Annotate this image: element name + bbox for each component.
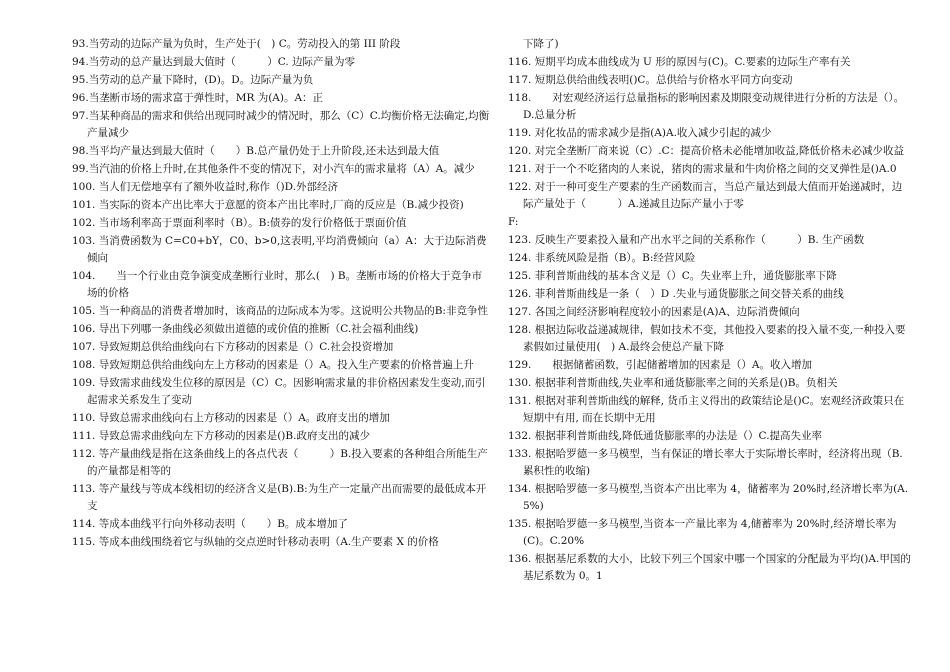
question-item: 117. 短期总供给曲线表明()C。总供给与价格水平同方向变动 bbox=[508, 74, 793, 86]
question-item: 126. 菲利普斯曲线是一条（ ）D .失业与通货膨胀之间交替关系的曲线 bbox=[508, 288, 844, 300]
question-item: 132. 根据菲利普斯曲线,降低通货膨胀率的办法是（）C.提高失业率 bbox=[508, 430, 823, 442]
question-item: 116. 短期平均成本曲线成为 U 形的原因与(C)。C.要素的边际生产率有关 bbox=[508, 56, 851, 68]
question-item: 105. 当一种商品的消费者增加时，该商品的边际成本为零。这说明公共物品的B:非竞争性 bbox=[72, 305, 488, 317]
question-item: 103. 当消费函数为 C=C0+bY，C0、b>0,这表明,平均消费倾向（a）A：大于边际消费倾向 bbox=[72, 235, 487, 264]
question-item: 133. 根据哈罗德一多马模型，当有保证的增长率大于实际增长率时，经济将出现（B.累积性的收缩) bbox=[508, 448, 903, 477]
question-item: 122. 对于一种可变生产要素的生产函数而言，当总产量达到最大值而开始递减时，边际产量处于（ ）A.递减且边际产量小于零 bbox=[508, 181, 903, 210]
question-item: 108. 导致短期总供给曲线向左上方移动的因素是（）A。投入生产要素的价格普遍上升 bbox=[72, 359, 474, 371]
right-question-column bbox=[508, 36, 912, 586]
question-item: 96.当垄断市场的需求富于弹性时，MR 为(A)。A：正 bbox=[72, 92, 324, 104]
question-item: 109. 导致需求曲线发生位移的原因是（C）C。因影响需求量的非价格因素发生变动,而引起需求关系发生了变动 bbox=[72, 377, 486, 406]
question-item: 94.当劳动的总产量达到最大值时（ ）C. 边际产量为零 bbox=[72, 56, 356, 68]
question-item: 120. 对完全垄断厂商来说（C）.C：提高价格未必能增加收益,降低价格未必减少收益 bbox=[508, 145, 904, 157]
question-item: 130. 根据菲利普斯曲线,失业率和通货膨胀率之间的关系是()B。负相关 bbox=[508, 377, 838, 389]
question-item: 118. 对宏观经济运行总量指标的影响因素及期限变动规律进行分析的方法是（）。D.总量分析 bbox=[508, 92, 905, 121]
question-item: 107. 导致短期总供给曲线向右下方移动的因素是（）C.社会投资增加 bbox=[72, 341, 394, 353]
question-item: 110. 导致总需求曲线向右上方移动的因素是（）A。政府支出的增加 bbox=[72, 412, 390, 424]
question-item: 111. 导致总需求曲线向左下方移动的因素是()B.政府支出的减少 bbox=[72, 430, 370, 442]
question-item: 131. 根据对菲利普斯曲线的解释, 货币主义得出的政策结论是()C。宏观经济政策只在短期中有用, 而在长期中无用 bbox=[508, 395, 905, 424]
question-item: 134. 根据哈罗德一多马模型,当资本产出比率为 4，储蓄率为 20%时,经济增长率为(A.5%) bbox=[508, 483, 909, 512]
question-item: 115. 等成本曲线围绕着它与纵轴的交点逆时针移动表明（A.生产要素 X 的价格 bbox=[72, 536, 439, 548]
question-item: 114. 等成本曲线平行向外移动表明（ ）B。成本增加了 bbox=[72, 518, 348, 530]
question-item: 104. 当一个行业由竞争演变成垄断行业时，那么( ) B。垄断市场的价格大于竞争市场的价格 bbox=[72, 270, 483, 299]
question-item: 128. 根据边际收益递减规律，假如技术不变，其他投入要素的投入量不变,一种投入要素假如过量使用( ) A.最终会使总产量下降 bbox=[508, 324, 906, 353]
question-item: 101. 当实际的资本产出比率大于意愿的资本产出比率时,厂商的反应是（B.减少投资) bbox=[72, 199, 464, 211]
question-item: 97.当某种商品的需求和供给出现同时减少的情况时，那么（C）C.均衡价格无法确定,均衡产量减少 bbox=[72, 110, 490, 139]
question-item: 129. 根据储蓄函数，引起储蓄增加的因素是（）A。收入增加 bbox=[508, 359, 812, 371]
question-item: 135. 根据哈罗德一多马模型,当资本一产量比率为 4,储蓄率为 20%时,经济增长率为(C)。C.20% bbox=[508, 518, 897, 547]
question-item: 93.当劳动的边际产量为负时，生产处于( ) C。劳动投入的第 III 阶段 bbox=[72, 38, 401, 50]
question-item: 98.当平均产量达到最大值时（ ）B.总产量仍处于上升阶段,还未达到最大值 bbox=[72, 145, 440, 157]
left-question-column bbox=[72, 36, 490, 552]
section-letter: F: bbox=[508, 216, 519, 228]
question-item: 102. 当市场利率高于票面利率时（B）。B:债券的发行价格低于票面价值 bbox=[72, 217, 407, 229]
question-item: 95.当劳动的总产量下降时，(D)。D。边际产量为负 bbox=[72, 74, 314, 86]
question-item: 125. 菲利普斯曲线的基本含义是（）C。失业率上升，通货膨胀率下降 bbox=[508, 270, 837, 282]
question-item: 121. 对于一个不吃猪肉的人来说，猪肉的需求量和牛肉价格之间的交叉弹性是()A.0 bbox=[508, 163, 897, 175]
question-item: 124. 非系统风险是指（B）。B:经营风险 bbox=[508, 252, 696, 264]
question-item: 99.当汽油的价格上升时,在其他条件不变的情况下，对小汽车的需求量将（A）A。减少 bbox=[72, 163, 475, 175]
question-item: 123. 反映生产要素投入量和产出水平之间的关系称作（ ）B. 生产函数 bbox=[508, 234, 865, 246]
question-continuation: 下降了) bbox=[523, 38, 559, 50]
question-item: 112. 等产量曲线是指在这条曲线上的各点代表（ ）B.投入要素的各种组合所能生产的产量都是相等的 bbox=[72, 448, 488, 477]
question-item: 119. 对化妆品的需求减少是指(A)A.收入减少引起的减少 bbox=[508, 127, 772, 139]
question-item: 113. 等产量线与等成本线相切的经济含义是(B).B:为生产一定量产出而需要的最低成本开支 bbox=[72, 483, 487, 512]
question-item: 136. 根据基尼系数的大小，比较下列三个国家中哪一个国家的分配最为平均()A.甲国的基尼系数为 0。1 bbox=[508, 553, 911, 582]
question-item: 106. 导出下列哪一条曲线必须做出道德的或价值的推断（C.社会福利曲线) bbox=[72, 323, 419, 335]
question-item: 100. 当人们无偿地享有了额外收益时,称作（)D.外部经济 bbox=[72, 181, 339, 193]
question-item: 127. 各国之间经济影响程度较小的因素是(A)A、边际消费倾向 bbox=[508, 306, 800, 318]
